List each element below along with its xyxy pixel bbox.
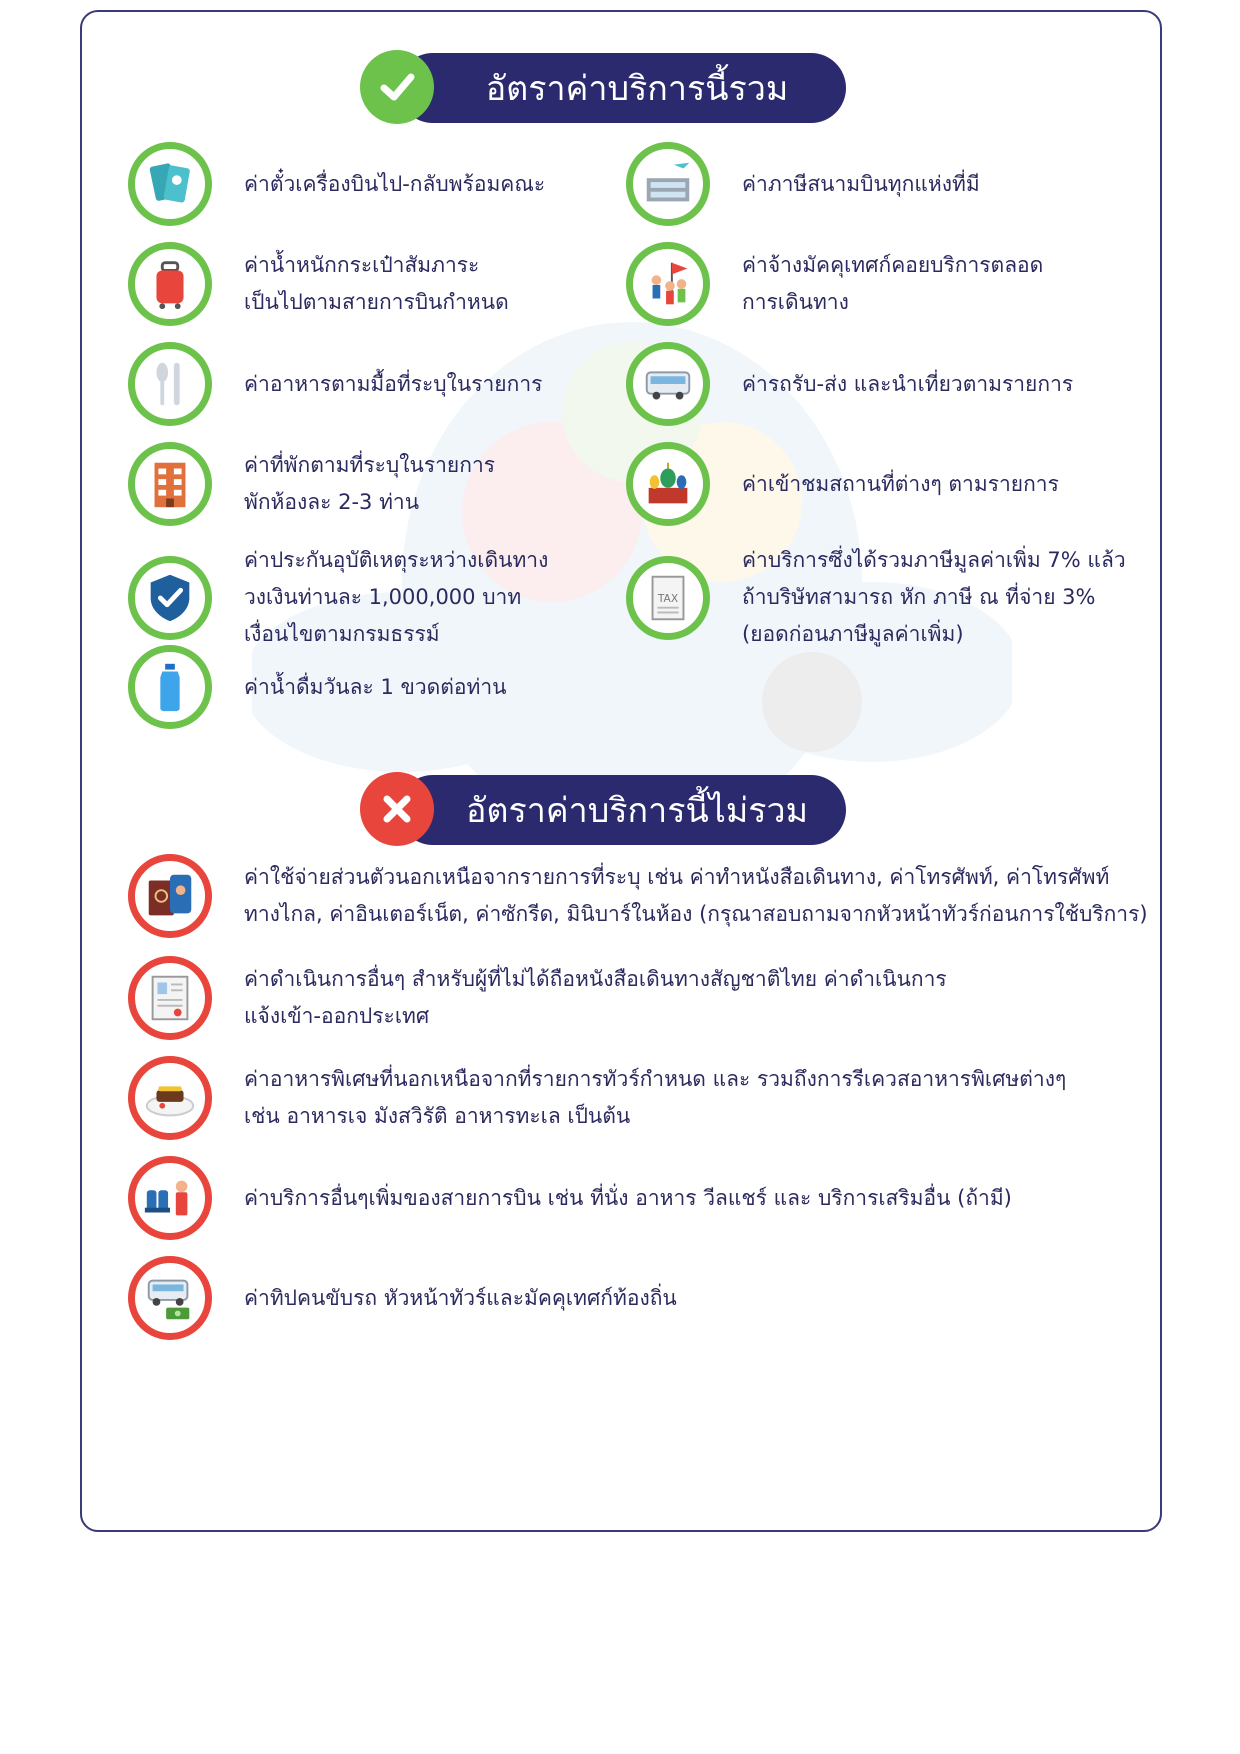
included-item-transport-text: ค่ารถรับ-ส่ง และนำเที่ยวตามรายการ [742, 371, 1074, 396]
excluded-header [360, 772, 850, 846]
landmark-icon [626, 442, 710, 526]
included-item-water [128, 645, 507, 729]
included-item-attractions-text: ค่าเข้าชมสถานที่ต่างๆ ตามรายการ [742, 471, 1059, 496]
included-item-insurance [128, 542, 548, 653]
tax-document-icon [626, 556, 710, 640]
excluded-item-personal [128, 854, 1148, 938]
ticket-icon [128, 142, 212, 226]
excluded-item-tips-text: ค่าทิปคนขับรถ หัวหน้าทัวร์และมัคคุเทศก์ท้องถิ่น [244, 1285, 677, 1310]
water-bottle-icon [128, 645, 212, 729]
luggage-icon [128, 242, 212, 326]
included-item-luggage [128, 242, 509, 326]
bus-icon [626, 342, 710, 426]
included-item-vat-text: ค่าบริการซึ่งได้รวมภาษีมูลค่าเพิ่ม 7% แล้ว ถ้าบริษัทสามารถ หัก ภาษี ณ ที่จ่าย 3% (ยอดก่อนภาษีมูลค่าเพิ่ม) [742, 548, 1126, 646]
document-icon [128, 956, 212, 1040]
included-title: อัตราค่าบริการนี้รวม [485, 69, 789, 109]
excluded-item-special-food [128, 1056, 1066, 1140]
included-item-insurance-text: ค่าประกันอุบัติเหตุระหว่างเดินทาง วงเงินท่านละ 1,000,000 บาท เงื่อนไขตามกรมธรรม์ [244, 548, 549, 646]
excluded-header-pill [398, 775, 846, 845]
included-item-vat [626, 542, 1126, 653]
excluded-item-processing-text: ค่าดำเนินการอื่นๆ สำหรับผู้ที่ไม่ได้ถือหนังสือเดินทางสัญชาติไทย ค่าดำเนินการ แจ้งเข้า-ออกประเทศ [244, 967, 947, 1028]
included-item-transport [626, 342, 1073, 426]
included-item-hotel [128, 442, 495, 526]
services-card [80, 10, 1162, 1532]
included-header [360, 50, 850, 124]
airline-seat-icon [128, 1156, 212, 1240]
excluded-item-airline-extras [128, 1156, 1012, 1240]
excluded-item-tips [128, 1256, 677, 1340]
cross-badge-icon [360, 772, 434, 846]
excluded-title: อัตราค่าบริการนี้ไม่รวม [466, 791, 808, 831]
included-item-airport-tax [626, 142, 980, 226]
airport-icon [626, 142, 710, 226]
included-item-guide-text: ค่าจ้างมัคคุเทศก์คอยบริการตลอด การเดินทาง [742, 253, 1044, 314]
included-item-hotel-text: ค่าที่พักตามที่ระบุในรายการ พักห้องละ 2-3 ท่าน [244, 453, 496, 514]
hotel-icon [128, 442, 212, 526]
included-item-attractions [626, 442, 1059, 526]
included-item-guide [626, 242, 1043, 326]
included-item-airport-tax-text: ค่าภาษีสนามบินทุกแห่งที่มี [742, 171, 980, 196]
included-item-water-text: ค่าน้ำดื่มวันละ 1 ขวดต่อท่าน [244, 674, 507, 699]
excluded-item-personal-text: ค่าใช้จ่ายส่วนตัวนอกเหนือจากรายการที่ระบุ เช่น ค่าทำหนังสือเดินทาง, ค่าโทรศัพท์, ค่าโทรศัพท์ ทางไกล, ค่าอินเตอร์เน็ต, ค่าซักรีด, มินิบาร์ในห้อง (กรุณาสอบถามจากหัวหน้าทัวร์ก่อนการใช้บริการ) [244, 865, 1148, 926]
shield-icon [128, 556, 212, 640]
included-header-pill [398, 53, 846, 123]
included-item-ticket-text: ค่าตั๋วเครื่องบินไป-กลับพร้อมคณะ [244, 171, 546, 196]
excluded-item-airline-extras-text: ค่าบริการอื่นๆเพิ่มของสายการบิน เช่น ที่นั่ง อาหาร วีลแชร์ และ บริการเสริมอื่น (ถ้ามี) [244, 1185, 1012, 1210]
passport-phone-icon [128, 854, 212, 938]
tip-bus-icon [128, 1256, 212, 1340]
included-item-luggage-text: ค่าน้ำหนักกระเป๋าสัมภาระ เป็นไปตามสายการบินกำหนด [244, 253, 509, 314]
cutlery-icon [128, 342, 212, 426]
included-item-meals [128, 342, 542, 426]
included-item-ticket [128, 142, 545, 226]
special-food-icon [128, 1056, 212, 1140]
svg-text:TAX: TAX [657, 591, 679, 605]
tour-guide-icon [626, 242, 710, 326]
included-item-meals-text: ค่าอาหารตามมื้อที่ระบุในรายการ [244, 371, 543, 396]
excluded-item-processing [128, 956, 947, 1040]
check-badge-icon [360, 50, 434, 124]
excluded-item-special-food-text: ค่าอาหารพิเศษที่นอกเหนือจากที่รายการทัวร์กำหนด และ รวมถึงการรีเควสอาหารพิเศษต่างๆ เช่น อาหารเจ มังสวิรัติ อาหารทะเล เป็นต้น [244, 1067, 1067, 1128]
